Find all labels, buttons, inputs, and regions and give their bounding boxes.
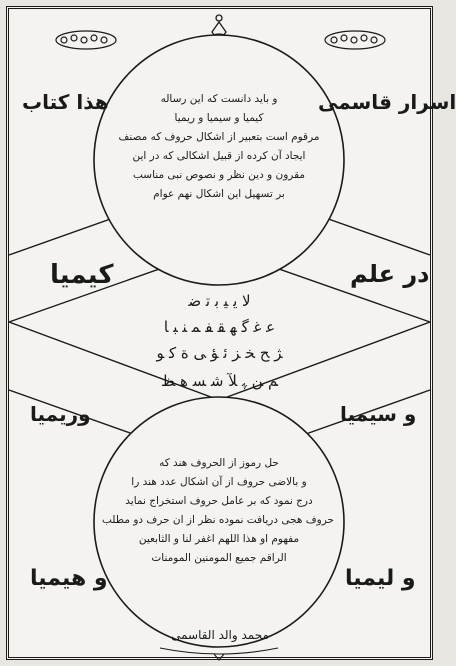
corner-text-bottom-right: و لیمیا xyxy=(345,566,416,591)
cipher-glyph-row: ﻢ ﻦ ﮩ ﻶ ﺷ ﺴ ﻫ ﻆ xyxy=(161,372,278,390)
signature-ornament xyxy=(160,648,278,660)
top-circle-text xyxy=(104,90,334,204)
bottom-circle-line: حروف هجی دریافت نموده نظر از ان حرف دو مطلب xyxy=(101,514,334,526)
signature-text: محمد والد القاسمی xyxy=(171,628,269,642)
cipher-glyph-row: ﻻ ﻳ ﻴ ﺑ ﺗ ﺿ xyxy=(188,292,251,310)
cipher-glyph-row: ﮋ ﺢ ﺨ ﺰ ﺋ ﺆ ﻰ ﺓ ﮐ ﻮ xyxy=(156,344,283,362)
bottom-circle-line: درج نمود که بر عامل حروف استخراج نماید xyxy=(125,495,313,507)
bottom-circle-text xyxy=(101,454,334,568)
cipher-glyph-row: ﻋ ﻏ ﮔ ﻬ ﻘ ﻔ ﻤ ﻨ ﺒ ﺎ xyxy=(163,318,276,336)
top-right-floral-ornament xyxy=(325,31,385,49)
top-circle-line: مقرون و دین نظر و نصوص نبی مناسب xyxy=(132,169,306,181)
top-circle-line: ایجاد آن کرده از قبیل اشکالی که در این xyxy=(132,150,306,162)
bottom-circle-line: و بالاضی حروف از آن اشکال عدد هند را xyxy=(131,476,307,488)
top-circle-line: مرقوم است بتعبیر از اشکال حروف که مصنف xyxy=(118,131,320,143)
top-circle-line: کیمیا و سیمیا و ریمیا xyxy=(174,112,264,124)
bottom-circle-line: مفهوم او هذا اللهم اغفر لنا و الثابعین xyxy=(138,533,300,545)
corner-text-lower-right: و سیمیا xyxy=(340,402,417,426)
corner-text-top-left: هذا کتاب xyxy=(22,90,109,114)
top-circle-line: و باید دانست که این رساله xyxy=(160,93,278,105)
bottom-circle-line: حل رموز از الحروف هند که xyxy=(159,457,279,469)
corner-text-top-right: اسرار قاسمی xyxy=(318,90,456,114)
bottom-circle-line: الراقم جمیع المومنین المومنات xyxy=(151,552,287,564)
corner-text-bottom-left: و هیمیا xyxy=(30,566,108,591)
top-left-floral-ornament xyxy=(56,31,116,49)
corner-text-mid-left: کیمیا xyxy=(50,260,114,290)
corner-text-mid-right: در علم xyxy=(350,260,430,288)
top-circle-line: بر تسهیل این اشکال نهم عوام xyxy=(153,188,285,200)
corner-text-lower-left: وریمیا xyxy=(30,402,91,426)
